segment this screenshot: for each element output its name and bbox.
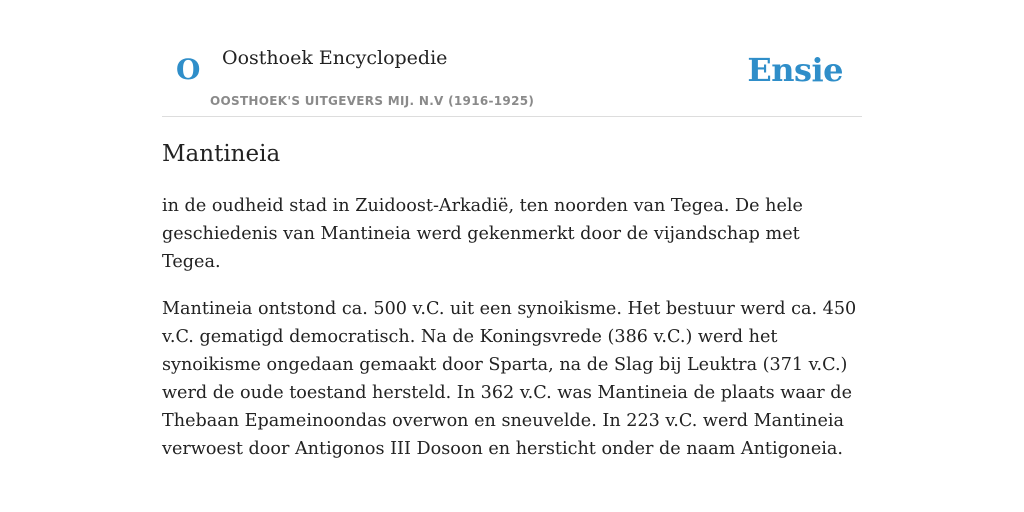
- site-logo[interactable]: O: [176, 53, 201, 86]
- page: [162, 0, 862, 512]
- article-paragraph: in de oudheid stad in Zuidoost-Arkadië, ten noorden van Tegea. De hele geschiedenis van Mantineia werd gekenmerkt door de vijandschap met Tegea.: [162, 196, 803, 272]
- article-body: [162, 192, 862, 482]
- site-header: [162, 0, 862, 117]
- site-title-link[interactable]: Oosthoek Encyclopedie: [222, 47, 448, 69]
- article-paragraph: Mantineia ontstond ca. 500 v.C. uit een synoikisme. Het bestuur werd ca. 450 v.C. gematigd democratisch. Na de Koningsvrede (386 v.C.) werd het synoikisme ongedaan gemaakt door Sparta, na de Slag bij Leuktra (371 v.C.) werd de oude toestand hersteld. In 362 v.C. was Mantineia de plaats waar de Thebaan Epameinoondas overwon en sneuvelde. In 223 v.C. werd Mantineia verwoest door Antigonos III Dosoon en hersticht onder de naam Antigoneia.: [162, 299, 857, 459]
- brand-logo-link[interactable]: Ensie: [747, 51, 843, 89]
- publisher-subtitle: OOSTHOEK'S UITGEVERS MIJ. N.V (1916-1925): [210, 94, 535, 108]
- article-title: Mantineia: [162, 141, 281, 167]
